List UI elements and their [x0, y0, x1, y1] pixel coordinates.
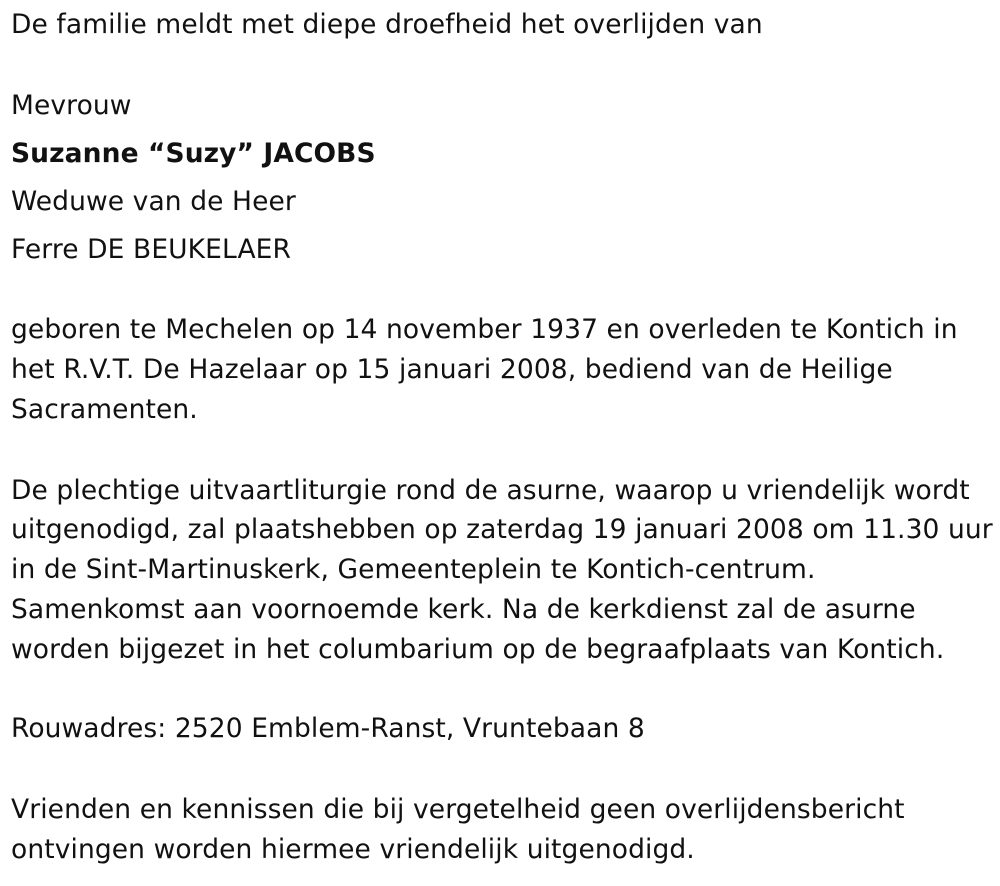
paragraph-line: uitgenodigd, zal plaatshebben op zaterdag 19 januari 2008 om 11.30 uur — [11, 514, 993, 545]
paragraph-line: Samenkomst aan voornoemde kerk. Na de kerkdienst zal de asurne — [11, 594, 916, 625]
paragraph-line: ontvingen worden hiermee vriendelijk uitgenodigd. — [11, 834, 695, 865]
intro-text: De familie meldt met diepe droefheid het overlijden van — [11, 9, 763, 40]
salutation: Mevrouw — [11, 90, 132, 121]
mourning-address: Rouwadres: 2520 Emblem-Ranst, Vruntebaan 8 — [11, 713, 645, 744]
widow-of-text: Weduwe van de Heer — [11, 186, 296, 217]
paragraph-line: het R.V.T. De Hazelaar op 15 januari 2008, bediend van de Heilige — [11, 354, 893, 385]
paragraph-line: Vrienden en kennissen die bij vergetelheid geen overlijdensbericht — [11, 794, 905, 825]
paragraph-line: in de Sint-Martinuskerk, Gemeenteplein te Kontich-centrum. — [11, 554, 816, 585]
paragraph-line: worden bijgezet in het columbarium op de begraafplaats van Kontich. — [11, 634, 945, 665]
paragraph-line: geboren te Mechelen op 14 november 1937 en overleden te Kontich in — [11, 314, 958, 345]
paragraph-line: De plechtige uitvaartliturgie rond de asurne, waarop u vriendelijk wordt — [11, 475, 970, 506]
deceased-name: Suzanne “Suzy” JACOBS — [11, 138, 376, 169]
paragraph-line: Sacramenten. — [11, 394, 198, 425]
spouse-name: Ferre DE BEUKELAER — [11, 234, 292, 265]
